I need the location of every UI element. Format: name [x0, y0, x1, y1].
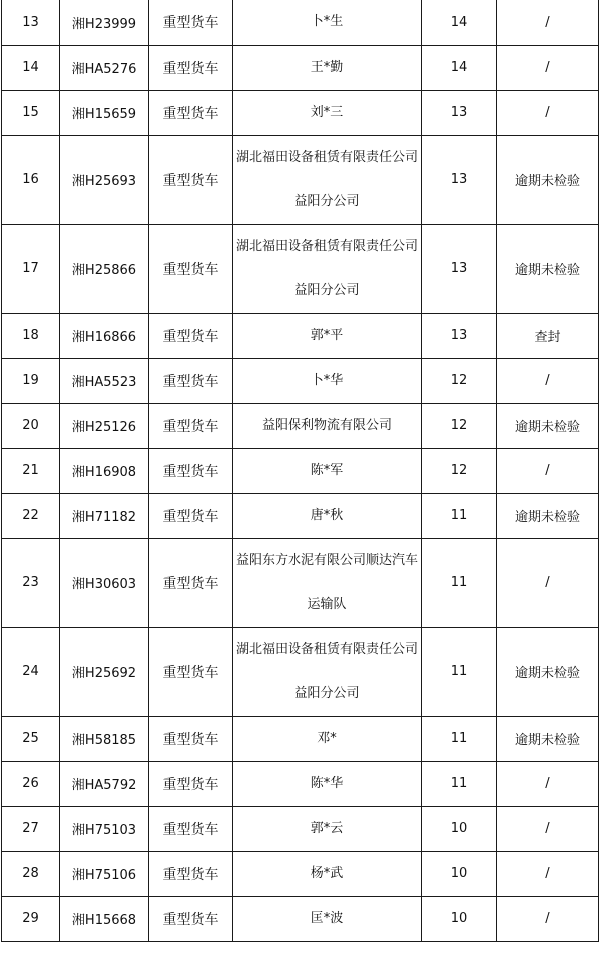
table-row — [2, 851, 599, 896]
row-number: 23 — [2, 538, 60, 627]
table-row — [2, 135, 599, 224]
vehicle-status: 逾期未检验 — [497, 493, 599, 538]
vehicle-type: 重型货车 — [149, 135, 233, 224]
violation-count: 13 — [422, 224, 497, 313]
vehicle-type: 重型货车 — [149, 313, 233, 358]
row-number: 29 — [2, 896, 60, 941]
owner: 陈*华 — [233, 761, 422, 806]
vehicle-type: 重型货车 — [149, 896, 233, 941]
violation-count: 12 — [422, 448, 497, 493]
row-number: 16 — [2, 135, 60, 224]
owner: 湖北福田设备租赁有限责任公司益阳分公司 — [233, 627, 422, 716]
plate-number: 湘H30603 — [60, 538, 149, 627]
table-row — [2, 493, 599, 538]
vehicle-type: 重型货车 — [149, 761, 233, 806]
table-row — [2, 224, 599, 313]
table-row — [2, 716, 599, 761]
row-number: 17 — [2, 224, 60, 313]
plate-number: 湘H71182 — [60, 493, 149, 538]
plate-number: 湘H15659 — [60, 90, 149, 135]
plate-number: 湘H75106 — [60, 851, 149, 896]
owner: 邓* — [233, 716, 422, 761]
violation-count: 13 — [422, 90, 497, 135]
table-row — [2, 761, 599, 806]
owner: 郭*平 — [233, 313, 422, 358]
vehicle-type: 重型货车 — [149, 493, 233, 538]
vehicle-type: 重型货车 — [149, 45, 233, 90]
table-row — [2, 806, 599, 851]
owner: 陈*军 — [233, 448, 422, 493]
violation-count: 14 — [422, 45, 497, 90]
row-number: 18 — [2, 313, 60, 358]
violation-count: 11 — [422, 493, 497, 538]
owner: 卜*华 — [233, 358, 422, 403]
plate-number: 湘H25692 — [60, 627, 149, 716]
vehicle-type: 重型货车 — [149, 90, 233, 135]
vehicle-status: 逾期未检验 — [497, 403, 599, 448]
row-number: 25 — [2, 716, 60, 761]
vehicle-type: 重型货车 — [149, 627, 233, 716]
table-row — [2, 896, 599, 941]
vehicle-type: 重型货车 — [149, 806, 233, 851]
table-row — [2, 45, 599, 90]
table-row — [2, 313, 599, 358]
row-number: 21 — [2, 448, 60, 493]
vehicle-status: / — [497, 851, 599, 896]
violation-count: 12 — [422, 358, 497, 403]
table-row — [2, 627, 599, 716]
violation-count: 12 — [422, 403, 497, 448]
vehicle-type: 重型货车 — [149, 538, 233, 627]
plate-number: 湘HA5523 — [60, 358, 149, 403]
violation-count: 11 — [422, 761, 497, 806]
vehicle-status: / — [497, 896, 599, 941]
owner: 湖北福田设备租赁有限责任公司益阳分公司 — [233, 135, 422, 224]
violation-count: 13 — [422, 313, 497, 358]
owner: 唐*秋 — [233, 493, 422, 538]
row-number: 26 — [2, 761, 60, 806]
owner: 卜*生 — [233, 0, 422, 45]
table-row — [2, 358, 599, 403]
vehicle-status: 逾期未检验 — [497, 135, 599, 224]
vehicle-type: 重型货车 — [149, 851, 233, 896]
owner: 益阳保利物流有限公司 — [233, 403, 422, 448]
vehicle-status: / — [497, 45, 599, 90]
plate-number: 湘H75103 — [60, 806, 149, 851]
vehicle-status: / — [497, 448, 599, 493]
vehicle-status: / — [497, 806, 599, 851]
row-number: 22 — [2, 493, 60, 538]
violation-count: 11 — [422, 716, 497, 761]
violation-count: 14 — [422, 0, 497, 45]
table-row — [2, 538, 599, 627]
violation-count: 11 — [422, 538, 497, 627]
row-number: 19 — [2, 358, 60, 403]
row-number: 14 — [2, 45, 60, 90]
owner: 刘*三 — [233, 90, 422, 135]
vehicle-status: 逾期未检验 — [497, 716, 599, 761]
row-number: 15 — [2, 90, 60, 135]
vehicle-type: 重型货车 — [149, 358, 233, 403]
vehicle-type: 重型货车 — [149, 448, 233, 493]
owner: 杨*武 — [233, 851, 422, 896]
owner: 郭*云 — [233, 806, 422, 851]
owner: 王*勤 — [233, 45, 422, 90]
plate-number: 湘H25126 — [60, 403, 149, 448]
row-number: 24 — [2, 627, 60, 716]
plate-number: 湘H25693 — [60, 135, 149, 224]
vehicle-type: 重型货车 — [149, 224, 233, 313]
violation-count: 13 — [422, 135, 497, 224]
plate-number: 湘H25866 — [60, 224, 149, 313]
vehicle-status: 逾期未检验 — [497, 627, 599, 716]
table-row — [2, 0, 599, 45]
vehicle-status: / — [497, 90, 599, 135]
owner: 益阳东方水泥有限公司顺达汽车运输队 — [233, 538, 422, 627]
vehicle-type: 重型货车 — [149, 716, 233, 761]
plate-number: 湘H16866 — [60, 313, 149, 358]
plate-number: 湘H16908 — [60, 448, 149, 493]
vehicle-status: / — [497, 761, 599, 806]
plate-number: 湘HA5792 — [60, 761, 149, 806]
vehicle-status: / — [497, 358, 599, 403]
vehicle-type: 重型货车 — [149, 403, 233, 448]
plate-number: 湘H58185 — [60, 716, 149, 761]
vehicle-table — [1, 0, 599, 942]
violation-count: 10 — [422, 806, 497, 851]
vehicle-table-body — [2, 0, 599, 941]
row-number: 28 — [2, 851, 60, 896]
vehicle-status: 查封 — [497, 313, 599, 358]
plate-number: 湘HA5276 — [60, 45, 149, 90]
vehicle-status: 逾期未检验 — [497, 224, 599, 313]
owner: 匡*波 — [233, 896, 422, 941]
table-row — [2, 90, 599, 135]
vehicle-status: / — [497, 538, 599, 627]
table-row — [2, 448, 599, 493]
violation-count: 10 — [422, 896, 497, 941]
violation-count: 11 — [422, 627, 497, 716]
owner: 湖北福田设备租赁有限责任公司益阳分公司 — [233, 224, 422, 313]
row-number: 20 — [2, 403, 60, 448]
vehicle-status: / — [497, 0, 599, 45]
plate-number: 湘H15668 — [60, 896, 149, 941]
row-number: 13 — [2, 0, 60, 45]
vehicle-type: 重型货车 — [149, 0, 233, 45]
row-number: 27 — [2, 806, 60, 851]
table-row — [2, 403, 599, 448]
plate-number: 湘H23999 — [60, 0, 149, 45]
violation-count: 10 — [422, 851, 497, 896]
